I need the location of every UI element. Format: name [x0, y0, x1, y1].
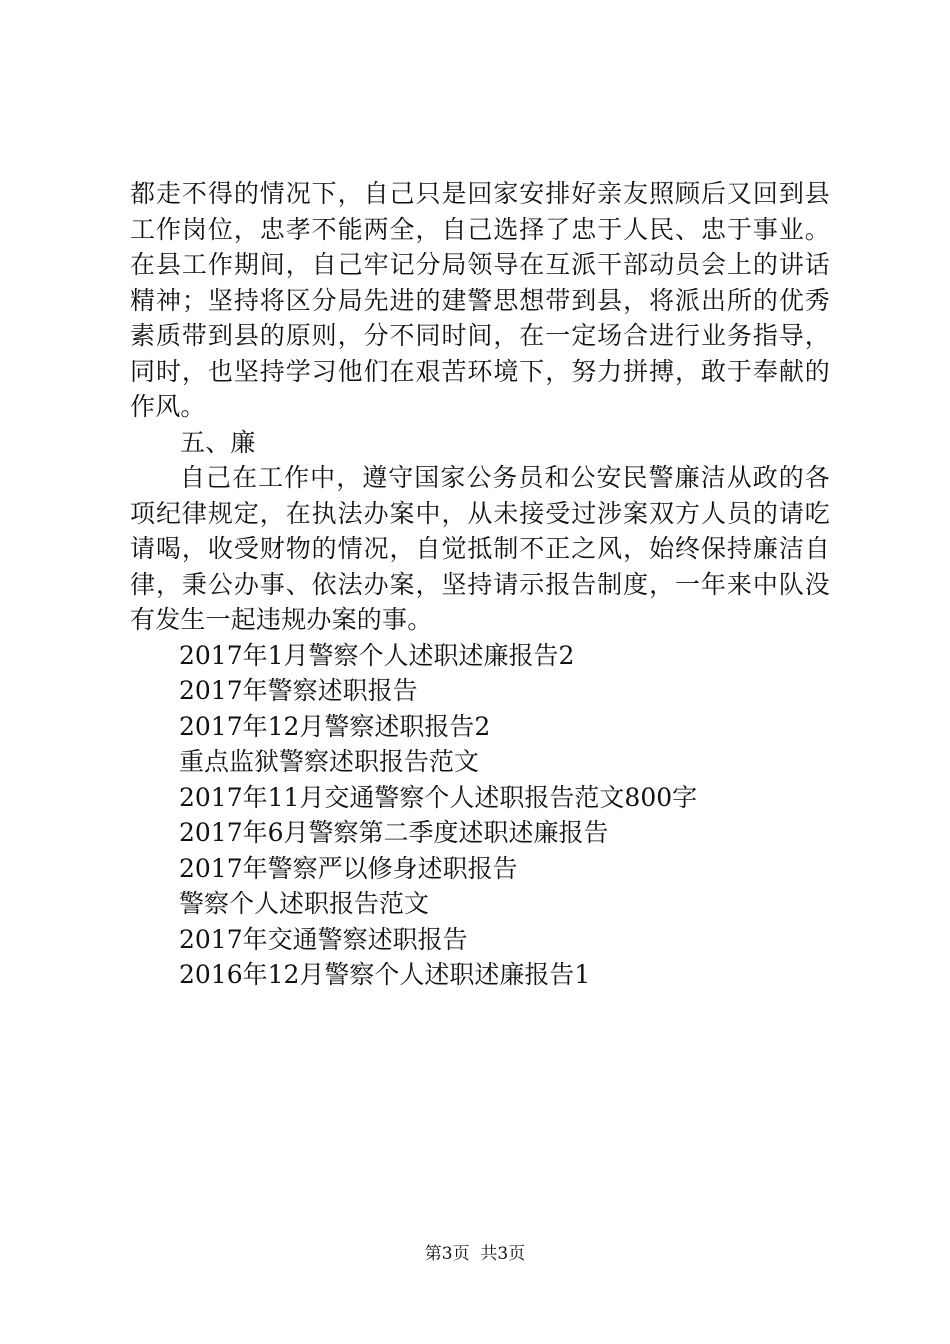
page-number-footer: 第3页 共3页	[424, 1244, 526, 1264]
related-report-link[interactable]: 2016年12月警察个人述职述廉报告1	[179, 960, 591, 989]
related-report-link[interactable]: 2017年6月警察第二季度述职述廉报告	[179, 818, 609, 847]
related-report-link[interactable]: 警察个人述职报告范文	[179, 889, 430, 918]
related-report-link[interactable]: 重点监狱警察述职报告范文	[179, 747, 480, 776]
related-report-link[interactable]: 2017年交通警察述职报告	[179, 924, 468, 954]
related-reports-list	[130, 638, 830, 993]
related-report-link[interactable]: 2017年11月交通警察个人述职报告范文800字	[179, 782, 698, 812]
related-report-link[interactable]: 2017年警察述职报告	[179, 676, 418, 705]
related-report-link[interactable]: 2017年警察严以修身述职报告	[179, 853, 518, 883]
related-report-link[interactable]: 2017年1月警察个人述职述廉报告2	[179, 640, 575, 670]
paragraph-continuation: 都走不得的情况下，自己只是回家安排好亲友照顾后又回到县工作岗位，忠孝不能两全，自己选择了忠于人民、忠于事业。在县工作期间，自己牢记分局领导在互派干部动员会上的讲话精神；坚持将区分局先进的建警思想带到县，将派出所的优秀素质带到县的原则，分不同时间，在一定场合进行业务指导，同时，也坚持学习他们在艰苦环境下，努力拼搏，敢于奉献的作风。	[130, 179, 830, 421]
related-report-link[interactable]: 2017年12月警察述职报告2	[179, 711, 491, 741]
document-body	[130, 176, 830, 993]
paragraph-integrity: 自己在工作中，遵守国家公务员和公安民警廉洁从政的各项纪律规定，在执法办案中，从未接受过涉案双方人员的请吃请喝，收受财物的情况，自觉抵制不正之风，始终保持廉洁自律，秉公办事、依法办案，坚持请示报告制度，一年来中队没有发生一起违规办案的事。	[130, 463, 830, 634]
section-heading-lian: 五、廉	[180, 427, 256, 457]
